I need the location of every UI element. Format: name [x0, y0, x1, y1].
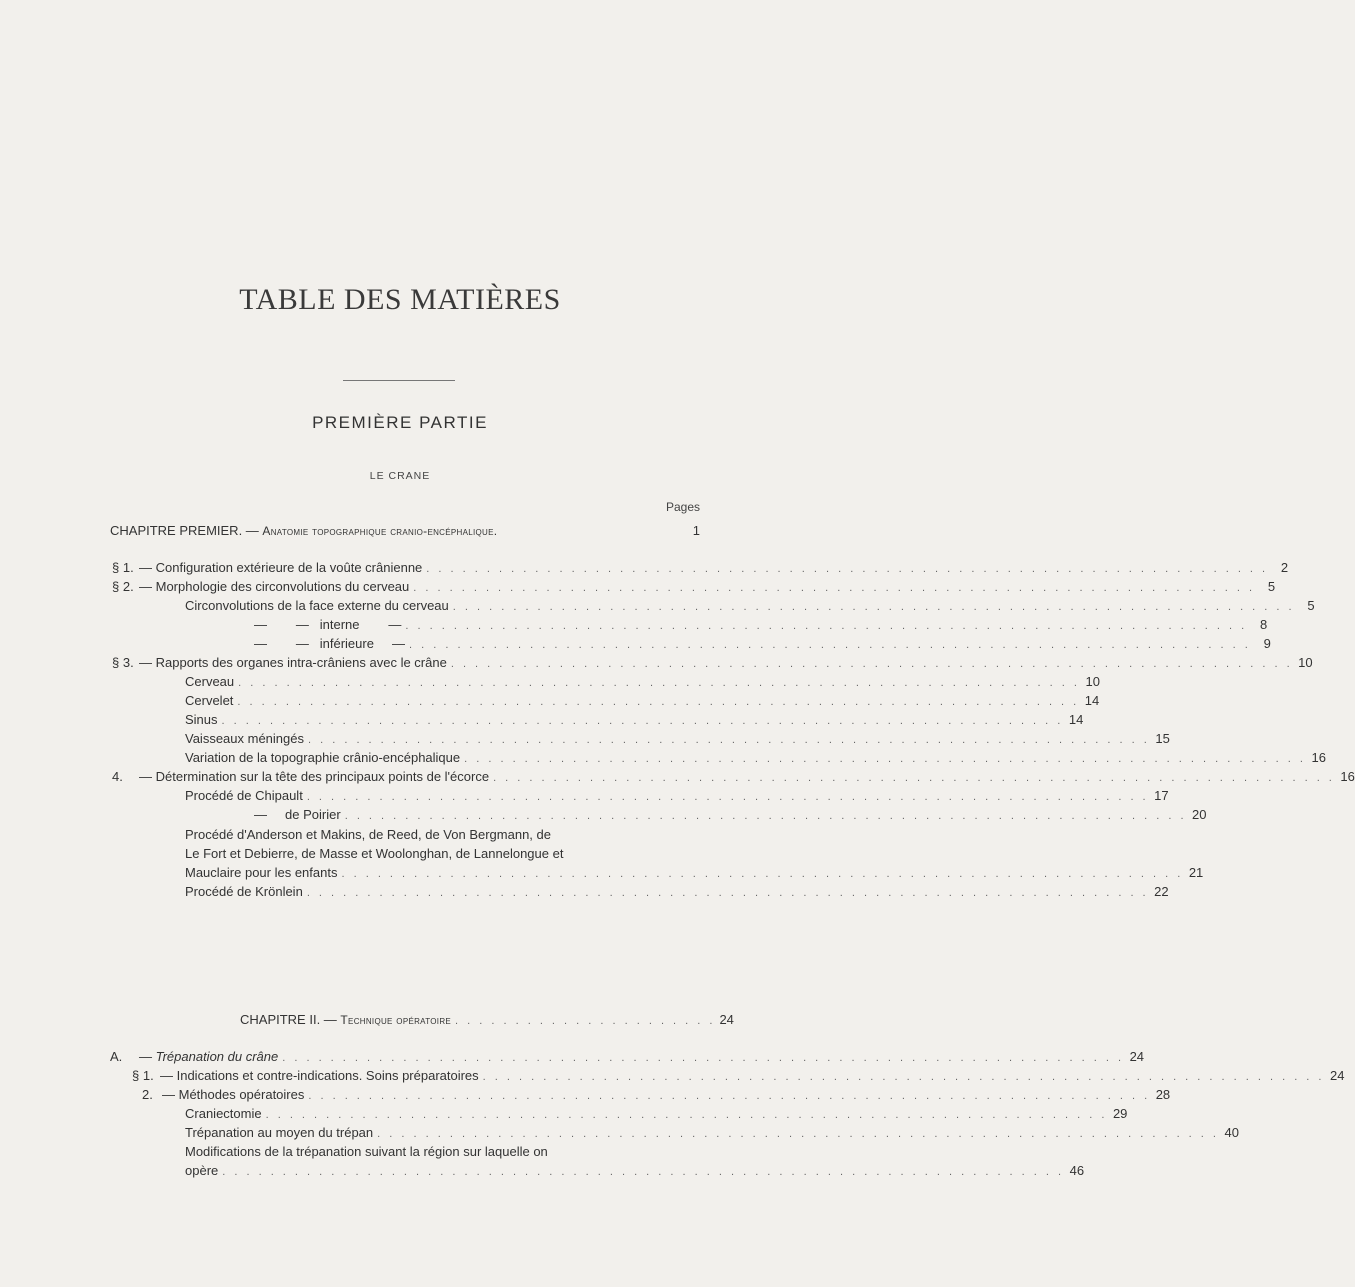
- leader-dots: [426, 563, 1268, 575]
- entry-prefix: § 1.: [132, 1068, 154, 1083]
- leader-dots: [308, 734, 1150, 746]
- toc-entry: [185, 712, 1084, 731]
- entry-page: 14: [1084, 693, 1100, 708]
- entry-prefix: § 3.: [112, 655, 134, 670]
- entry-prefix: § 2.: [112, 579, 134, 594]
- chapter-1-label: CHAPITRE PREMIER. —: [110, 523, 259, 538]
- leader-dots: [377, 1128, 1219, 1140]
- entry-label: — Indications et contre-indications. Soins préparatoires: [160, 1068, 479, 1083]
- leader-dots: [405, 620, 1247, 632]
- entry-label: Mauclaire pour les enfants: [185, 865, 338, 880]
- leader-dots: [222, 1166, 1064, 1178]
- entry-prefix: 2.: [142, 1087, 153, 1102]
- toc-entry: [110, 1049, 1145, 1068]
- leader-dots: [493, 772, 1335, 784]
- entry-page: 29: [1112, 1106, 1128, 1121]
- entry-page: 10: [1298, 655, 1313, 670]
- leader-dots: [307, 887, 1149, 899]
- entry-label: Vaisseaux méningés: [185, 731, 304, 746]
- entry-label: — Morphologie des circonvolutions du cerveau: [139, 579, 410, 594]
- leader-dots: [238, 677, 1080, 689]
- anderson-line-2: Le Fort et Debierre, de Masse et Woolonghan, de Lannelongue et: [185, 846, 564, 861]
- entry-prefix: § 1.: [112, 560, 134, 575]
- entry-page: 2: [1280, 560, 1289, 575]
- toc-entry: [112, 560, 1289, 579]
- chapter-2-heading: [240, 1012, 734, 1027]
- entry-page: 16: [1340, 769, 1355, 784]
- toc-entry: [185, 1125, 1239, 1144]
- entry-label: Cerveau: [185, 674, 235, 689]
- leader-dots: [237, 696, 1079, 708]
- toc-entry: [132, 1068, 1345, 1087]
- toc-entry: [112, 655, 1313, 674]
- entry-label: Procédé de Chipault: [185, 788, 303, 803]
- toc-entry: [254, 636, 1271, 655]
- toc-entry: [185, 788, 1169, 807]
- leader-dots: [345, 810, 1187, 822]
- chapter-1-subtitle: Anatomie topographique cranio-encéphalique.: [262, 524, 498, 538]
- leader-dots: [307, 791, 1149, 803]
- entry-label: Variation de la topographie crânio-encéphalique: [185, 750, 461, 765]
- part-subtitle: LE CRANE: [369, 470, 431, 482]
- entry-label: Sinus: [185, 712, 218, 727]
- entry-label: — Méthodes opératoires: [162, 1087, 305, 1102]
- toc-entry: [185, 1163, 1085, 1182]
- toc-entry: [185, 884, 1169, 903]
- entry-page: 17: [1154, 788, 1169, 803]
- leader-dots: [483, 1071, 1325, 1083]
- page-title: TABLE DES MATIÈRES: [239, 283, 561, 316]
- entry-label: Circonvolutions de la face externe du cerveau: [185, 598, 449, 613]
- leader-dots: [341, 868, 1183, 880]
- chapter-1-page: 1: [692, 523, 700, 538]
- toc-entry: [185, 693, 1100, 712]
- entry-page: 14: [1068, 712, 1084, 727]
- entry-page: 24: [1330, 1068, 1345, 1083]
- modifications-line: Modifications de la trépanation suivant la région sur laquelle on: [185, 1144, 548, 1159]
- toc-entry: [185, 731, 1170, 750]
- toc-entry: [254, 807, 1207, 826]
- chapter-2-page: 24: [719, 1012, 734, 1027]
- toc-entry: [185, 598, 1315, 617]
- entry-page: 16: [1311, 750, 1326, 765]
- entry-label: — de Poirier: [254, 807, 341, 822]
- leader-dots: [266, 1109, 1108, 1121]
- entry-page: 5: [1307, 598, 1315, 613]
- entry-page: 9: [1263, 636, 1271, 651]
- leader-dots: [464, 753, 1306, 765]
- entry-label: — Configuration extérieure de la voûte crânienne: [139, 560, 423, 575]
- leader-dots: [409, 639, 1251, 651]
- pages-column-header: Pages: [665, 500, 700, 514]
- entry-page: 10: [1085, 674, 1100, 689]
- toc-entry: [185, 674, 1100, 693]
- entry-label: Craniectomie: [185, 1106, 262, 1121]
- toc-entry: [185, 865, 1204, 884]
- entry-page: 28: [1155, 1087, 1171, 1102]
- title-divider: [343, 380, 455, 381]
- entry-page: 20: [1192, 807, 1207, 822]
- entry-label: — — inférieure —: [254, 636, 405, 651]
- chapter-2-subtitle: Technique opératoire: [340, 1013, 452, 1027]
- entry-label: — Rapports des organes intra-crâniens avec le crâne: [139, 655, 447, 670]
- entry-prefix: A.: [110, 1049, 123, 1064]
- part-title: PREMIÈRE PARTIE: [312, 413, 488, 432]
- entry-page: 46: [1069, 1163, 1085, 1178]
- toc-entry: [112, 579, 1276, 598]
- entry-label: — Détermination sur la tête des principaux points de l'écorce: [139, 769, 490, 784]
- toc-entry: [185, 1106, 1128, 1125]
- entry-prefix: 4.: [112, 769, 123, 784]
- entry-page: 40: [1224, 1125, 1239, 1140]
- toc-entry: [142, 1087, 1171, 1106]
- leader-dots: [282, 1052, 1124, 1064]
- toc-entry: [112, 769, 1355, 788]
- entry-label: — Trépanation du crâne: [139, 1049, 279, 1064]
- entry-page: 8: [1259, 617, 1268, 632]
- entry-page: 5: [1267, 579, 1276, 594]
- leader-dots: [451, 658, 1293, 670]
- chapter-1-heading: [110, 523, 700, 538]
- entry-page: 21: [1188, 865, 1204, 880]
- anderson-line-1: Procédé d'Anderson et Makins, de Reed, de Von Bergmann, de: [185, 827, 551, 842]
- leader-dots: [222, 715, 1064, 727]
- entry-label: Procédé de Krönlein: [185, 884, 303, 899]
- entry-label: Trépanation au moyen du trépan: [185, 1125, 374, 1140]
- leader-dots: [308, 1090, 1150, 1102]
- entry-page: 24: [1129, 1049, 1145, 1064]
- entry-label: opère: [185, 1163, 219, 1178]
- leader-dots: . . . . . . . . . . . . . . . . . . . . . .: [455, 1015, 716, 1027]
- entry-label: Cervelet: [185, 693, 234, 708]
- entry-page: 22: [1154, 884, 1169, 899]
- entry-label: — — interne —: [254, 617, 402, 632]
- entry-page: 15: [1155, 731, 1170, 746]
- toc-entry: [185, 750, 1326, 769]
- leader-dots: [453, 601, 1295, 613]
- toc-entry: [254, 617, 1268, 636]
- leader-dots: [413, 582, 1255, 594]
- chapter-2-label: CHAPITRE II. —: [240, 1012, 337, 1027]
